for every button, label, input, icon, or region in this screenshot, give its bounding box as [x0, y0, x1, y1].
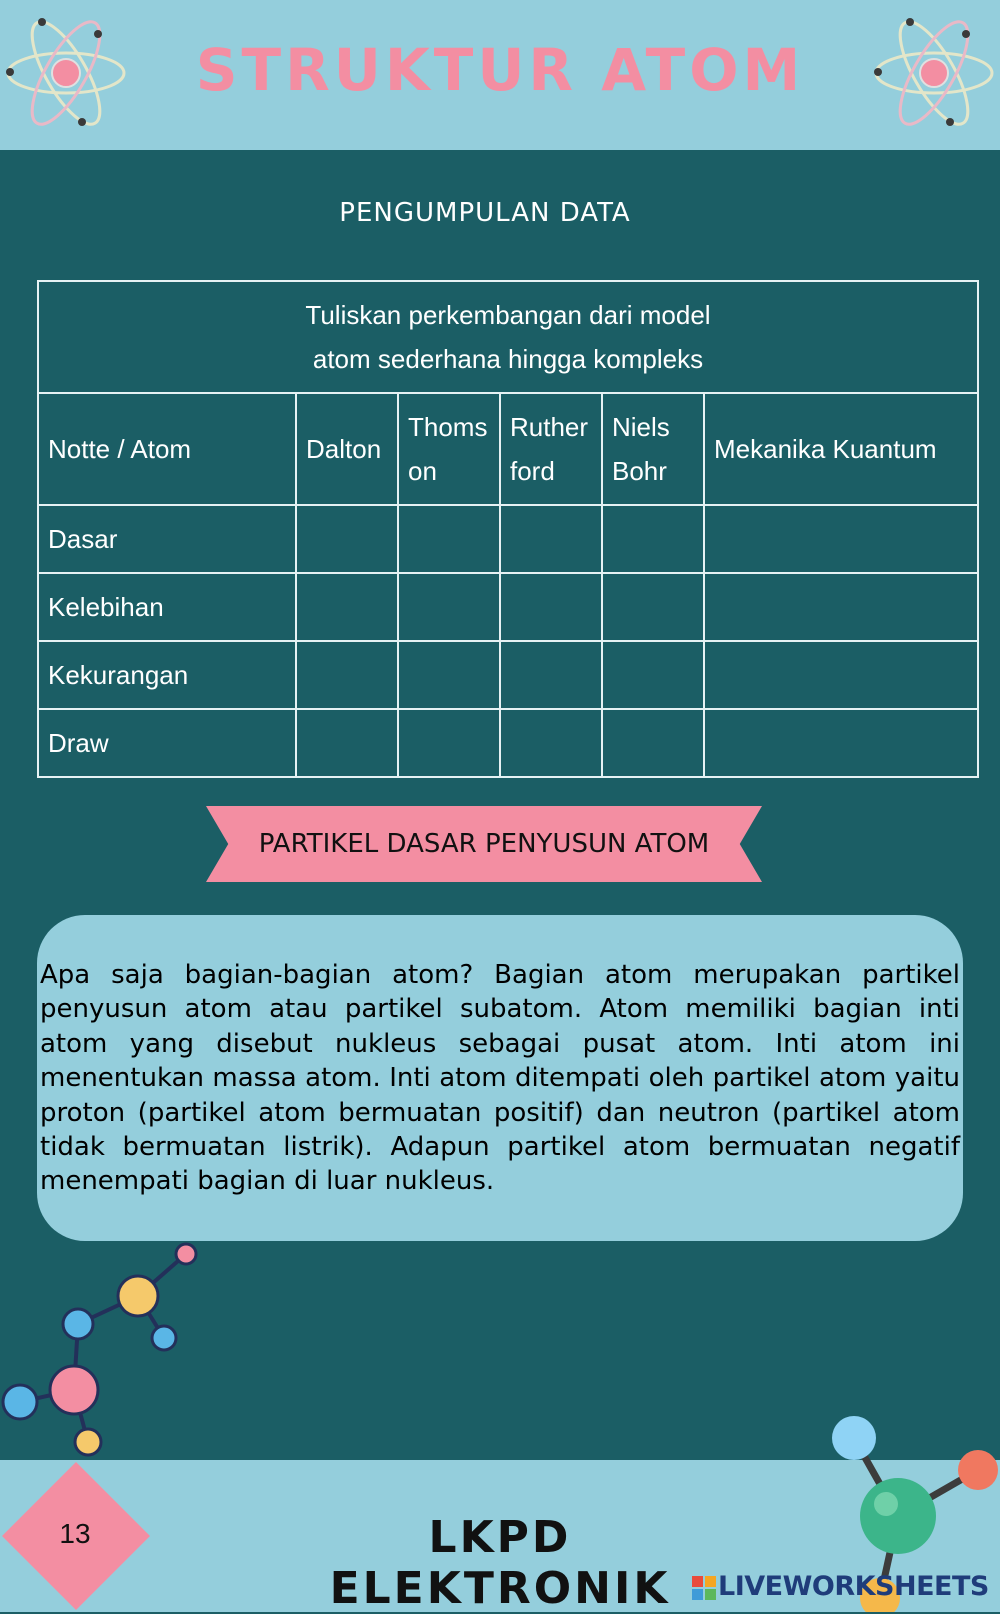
page-title: STRUKTUR ATOM	[195, 36, 805, 104]
column-header-niels-bohr: Niels Bohr	[602, 393, 704, 505]
answer-cell[interactable]	[500, 641, 602, 709]
answer-cell[interactable]	[296, 709, 398, 777]
answer-cell[interactable]	[500, 505, 602, 573]
explanation-paragraph: Apa saja bagian-bagian atom? Bagian atom merupakan partikel penyusun atom atau partikel subatom. Atom memiliki bagian inti atom yang disebut nukleus sebagai pusat atom. Inti atom ini menentukan massa atom. Inti atom ditempati oleh partikel atom yaitu proton (partikel atom bermuatan positif) dan neutron (partikel atom tidak bermuatan listrik). Adapun partikel atom bermuatan negatif menempati bagian di luar nukleus.	[40, 960, 960, 1197]
answer-cell[interactable]	[602, 641, 704, 709]
table-row	[38, 573, 978, 641]
column-header-dalton: Dalton	[296, 393, 398, 505]
answer-cell[interactable]	[602, 505, 704, 573]
footer-title: LKPD ELEKTRONIK	[329, 1512, 671, 1614]
column-header-notte-atom: Notte / Atom	[38, 393, 296, 505]
answer-cell[interactable]	[500, 709, 602, 777]
answer-cell[interactable]	[704, 641, 978, 709]
liveworksheets-logo-icon	[692, 1576, 716, 1600]
answer-cell[interactable]	[398, 505, 500, 573]
data-collection-table	[37, 280, 979, 778]
answer-cell[interactable]	[296, 641, 398, 709]
banner-text: PARTIKEL DASAR PENYUSUN ATOM	[258, 829, 710, 859]
table-row	[38, 641, 978, 709]
row-label-kekurangan: Kekurangan	[38, 641, 296, 709]
section-title: PENGUMPULAN DATA	[339, 198, 631, 228]
column-header-thomson: Thoms on	[398, 393, 500, 505]
answer-cell[interactable]	[500, 573, 602, 641]
column-header-rutherford: Ruther ford	[500, 393, 602, 505]
answer-cell[interactable]	[602, 709, 704, 777]
answer-cell[interactable]	[704, 505, 978, 573]
answer-cell[interactable]	[398, 641, 500, 709]
table-row	[38, 505, 978, 573]
page-number: 13	[59, 1518, 91, 1549]
answer-cell[interactable]	[704, 709, 978, 777]
answer-cell[interactable]	[296, 573, 398, 641]
row-label-draw: Draw	[38, 709, 296, 777]
table-header-row	[38, 393, 978, 505]
instruction-line-1: Tuliskan perkembangan dari model	[305, 300, 711, 330]
answer-cell[interactable]	[398, 709, 500, 777]
answer-cell[interactable]	[704, 573, 978, 641]
answer-cell[interactable]	[398, 573, 500, 641]
table-intro-row	[38, 281, 978, 393]
answer-cell[interactable]	[602, 573, 704, 641]
table-row	[38, 709, 978, 777]
answer-cell[interactable]	[296, 505, 398, 573]
watermark-text: LIVEWORKSHEETS	[718, 1571, 989, 1602]
table-instruction	[38, 281, 978, 393]
row-label-dasar: Dasar	[38, 505, 296, 573]
row-label-kelebihan: Kelebihan	[38, 573, 296, 641]
instruction-line-2: atom sederhana hingga kompleks	[312, 344, 704, 374]
column-header-mekanika-kuantum: Mekanika Kuantum	[704, 393, 978, 505]
molecule-decoration-left	[0, 1240, 210, 1460]
